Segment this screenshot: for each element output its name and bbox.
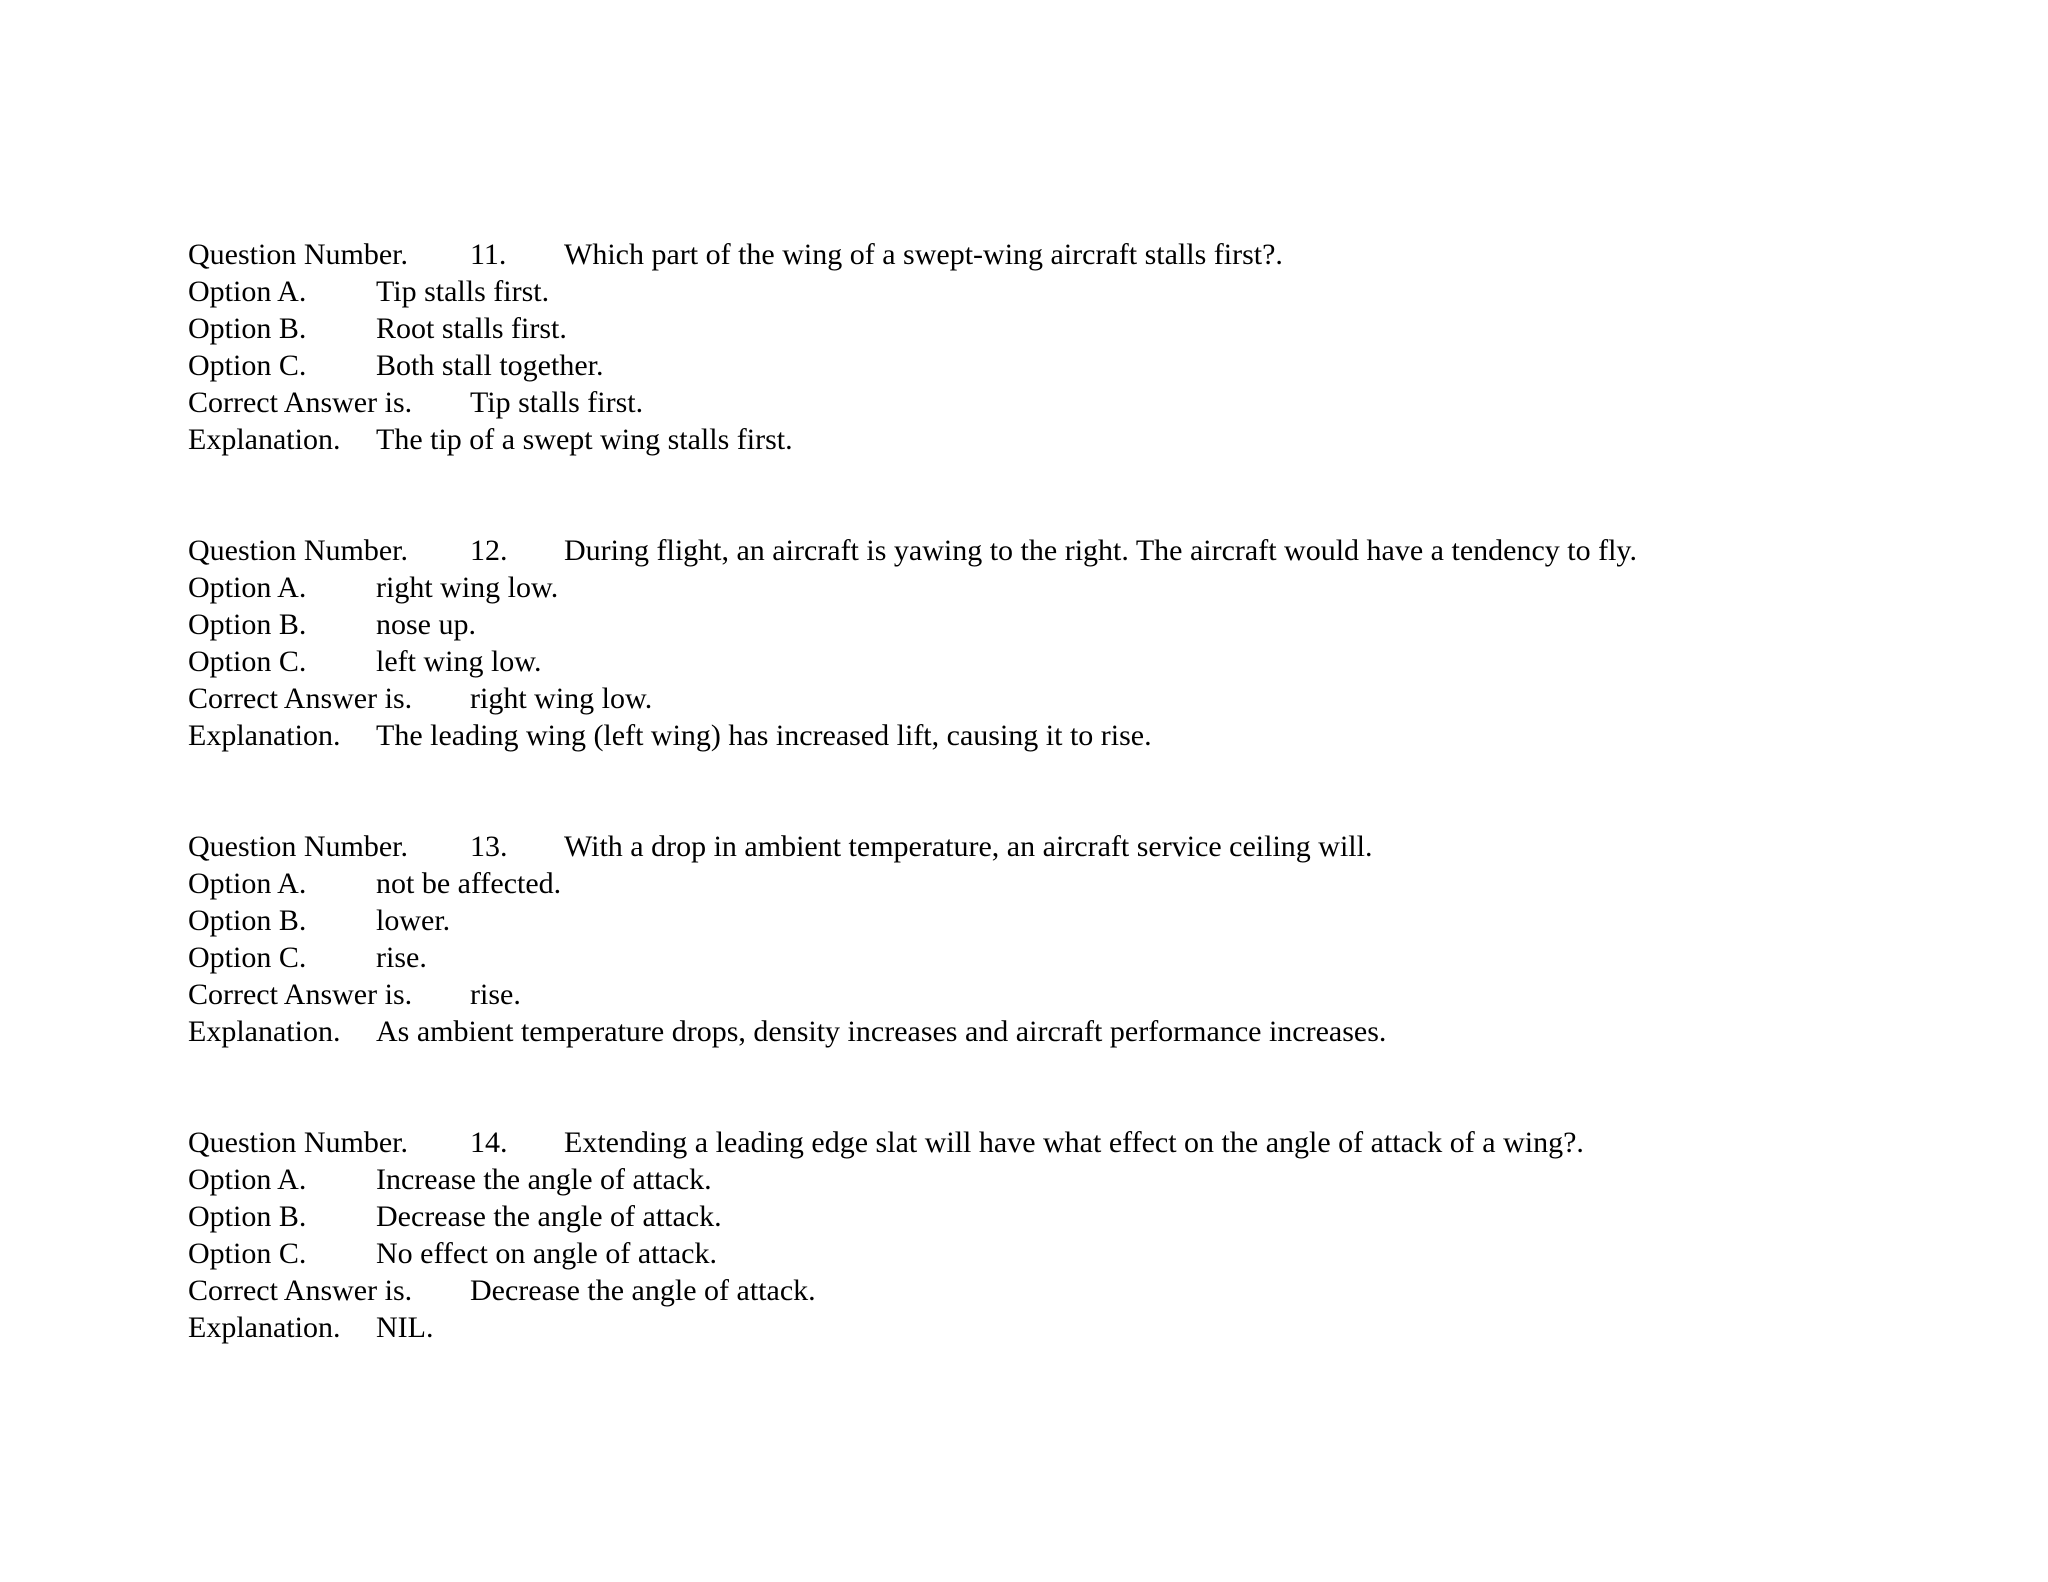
option-text: right wing low. (376, 571, 559, 604)
question-block-12 (188, 532, 1988, 754)
answer-text: rise. (470, 978, 521, 1011)
question-number-label: Question Number. (188, 534, 408, 567)
option-label: Option A. (188, 1163, 307, 1196)
option-text: not be affected. (376, 867, 562, 900)
option-row-b (188, 902, 1988, 939)
option-text: Decrease the angle of attack. (376, 1200, 722, 1233)
explanation-text: As ambient temperature drops, density increases and aircraft performance increases. (376, 1015, 1387, 1048)
question-block-14 (188, 1124, 1988, 1346)
answer-label: Correct Answer is. (188, 978, 413, 1011)
question-row (188, 532, 1988, 569)
question-row (188, 828, 1988, 865)
option-text: Tip stalls first. (376, 275, 550, 308)
question-number: 13. (470, 830, 508, 863)
option-text: Increase the angle of attack. (376, 1163, 712, 1196)
answer-row (188, 1272, 1988, 1309)
question-number-label: Question Number. (188, 238, 408, 271)
option-row-a (188, 1161, 1988, 1198)
option-label: Option C. (188, 1237, 307, 1270)
question-number-label: Question Number. (188, 830, 408, 863)
question-block-13 (188, 828, 1988, 1050)
option-label: Option B. (188, 1200, 307, 1233)
question-number: 12. (470, 534, 508, 567)
option-label: Option A. (188, 867, 307, 900)
question-text: Which part of the wing of a swept-wing aircraft stalls first?. (564, 238, 1283, 271)
explanation-row (188, 1013, 1988, 1050)
option-row-c (188, 347, 1988, 384)
option-text: No effect on angle of attack. (376, 1237, 717, 1270)
option-text: nose up. (376, 608, 476, 641)
option-text: lower. (376, 904, 451, 937)
option-row-a (188, 569, 1988, 606)
question-row (188, 236, 1988, 273)
explanation-text: The tip of a swept wing stalls first. (376, 423, 793, 456)
explanation-label: Explanation. (188, 1015, 341, 1048)
answer-row (188, 384, 1988, 421)
explanation-text: The leading wing (left wing) has increased lift, causing it to rise. (376, 719, 1152, 752)
option-label: Option C. (188, 941, 307, 974)
option-text: Root stalls first. (376, 312, 567, 345)
question-row (188, 1124, 1988, 1161)
option-text: Both stall together. (376, 349, 604, 382)
question-number-label: Question Number. (188, 1126, 408, 1159)
option-label: Option B. (188, 904, 307, 937)
option-label: Option A. (188, 571, 307, 604)
option-row-c (188, 1235, 1988, 1272)
question-number: 14. (470, 1126, 508, 1159)
option-row-c (188, 643, 1988, 680)
answer-label: Correct Answer is. (188, 386, 413, 419)
explanation-row (188, 717, 1988, 754)
answer-text: Decrease the angle of attack. (470, 1274, 816, 1307)
option-label: Option A. (188, 275, 307, 308)
option-label: Option C. (188, 349, 307, 382)
option-text: rise. (376, 941, 427, 974)
option-row-c (188, 939, 1988, 976)
explanation-row (188, 421, 1988, 458)
answer-label: Correct Answer is. (188, 1274, 413, 1307)
answer-text: Tip stalls first. (470, 386, 644, 419)
answer-text: right wing low. (470, 682, 653, 715)
explanation-label: Explanation. (188, 719, 341, 752)
option-text: left wing low. (376, 645, 542, 678)
option-row-b (188, 310, 1988, 347)
answer-row (188, 976, 1988, 1013)
option-row-a (188, 273, 1988, 310)
option-row-b (188, 1198, 1988, 1235)
option-row-b (188, 606, 1988, 643)
option-row-a (188, 865, 1988, 902)
question-block-11 (188, 236, 1988, 458)
explanation-row (188, 1309, 1988, 1346)
option-label: Option C. (188, 645, 307, 678)
explanation-label: Explanation. (188, 423, 341, 456)
option-label: Option B. (188, 312, 307, 345)
explanation-label: Explanation. (188, 1311, 341, 1344)
question-text: During flight, an aircraft is yawing to the right. The aircraft would have a tendency to fly. (564, 534, 1637, 567)
explanation-text: NIL. (376, 1311, 434, 1344)
question-text: With a drop in ambient temperature, an aircraft service ceiling will. (564, 830, 1373, 863)
answer-row (188, 680, 1988, 717)
option-label: Option B. (188, 608, 307, 641)
question-number: 11. (470, 238, 507, 271)
answer-label: Correct Answer is. (188, 682, 413, 715)
question-text: Extending a leading edge slat will have what effect on the angle of attack of a wing?. (564, 1126, 1584, 1159)
